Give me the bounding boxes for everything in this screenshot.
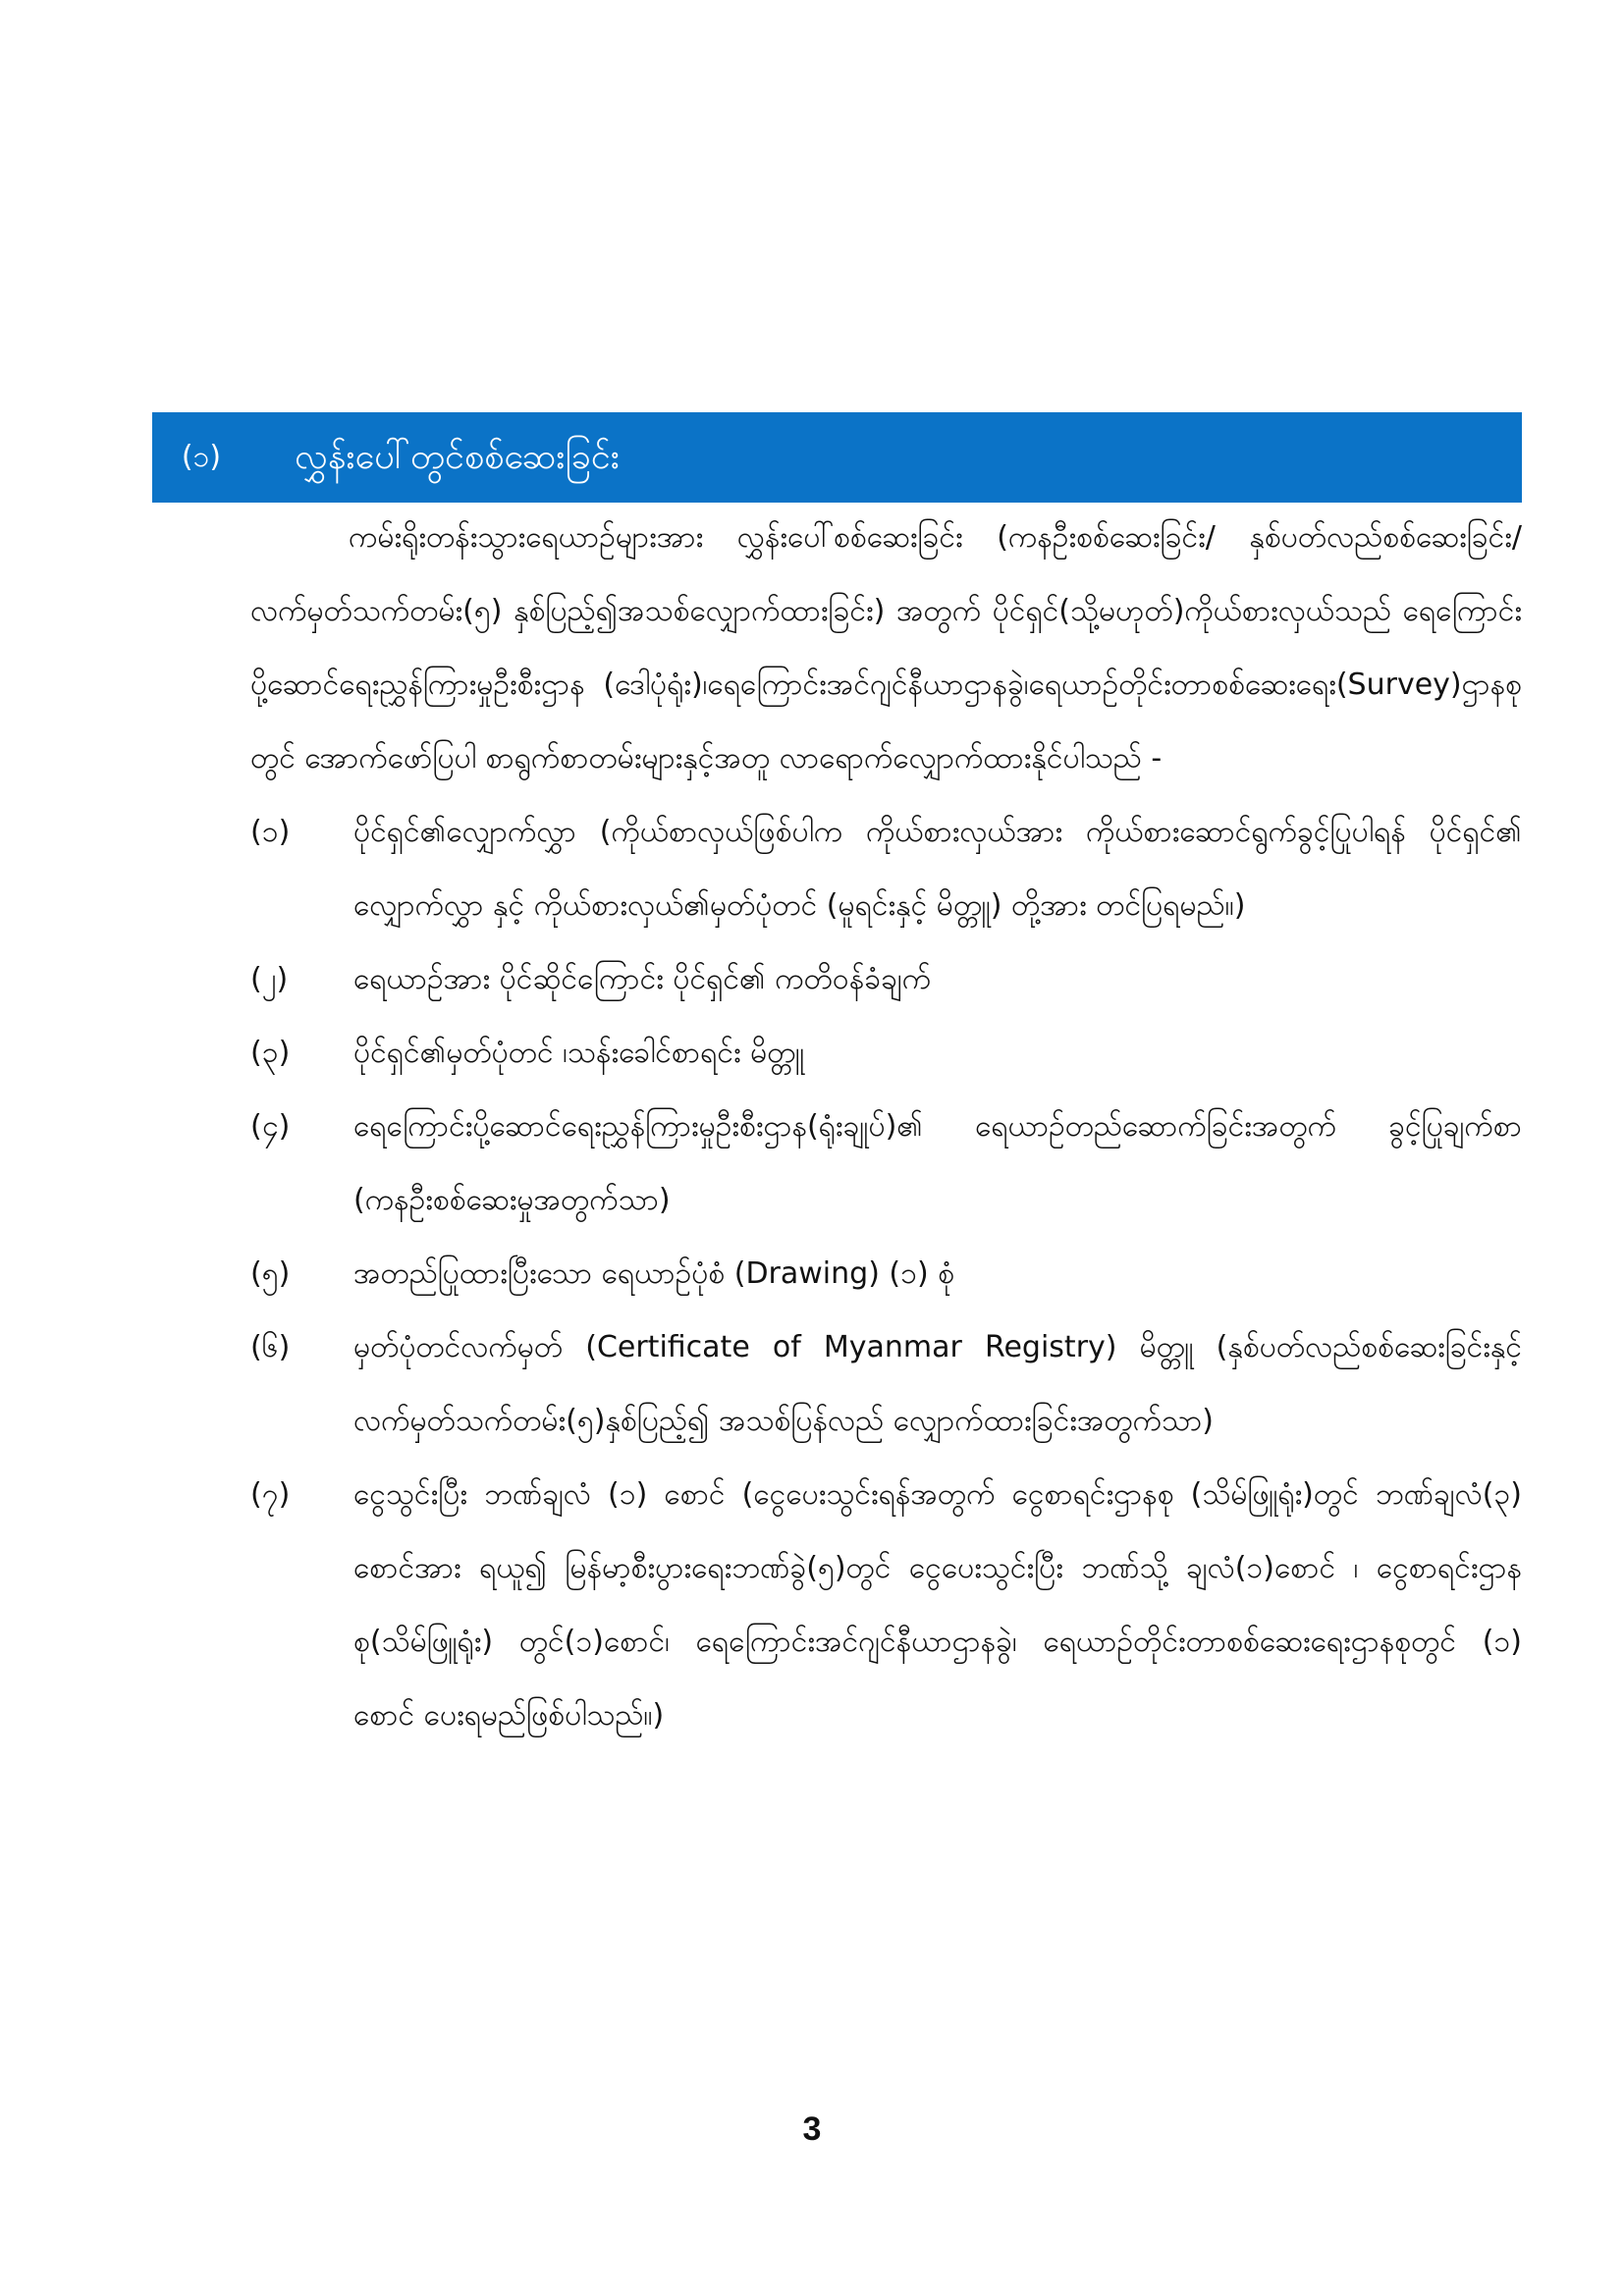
section-header [152,412,1522,503]
list-item-text: ပိုင်ရှင်၏မှတ်ပုံတင် ၊သန်းခေါင်စာရင်း မိတ္တူ [353,1036,805,1070]
document-body [250,501,1522,1752]
list-item-marker: (၇) [250,1477,291,1512]
list-item-marker: (၁) [250,815,291,849]
list-item-text: ရေယာဉ်အား ပိုင်ဆိုင်ကြောင်း ပိုင်ရှင်၏ ကတိဝန်ခံချက် [353,962,932,996]
list-item-marker: (၅) [250,1256,291,1291]
list-item-marker: (၃) [250,1036,291,1070]
list-item-marker: (၄) [250,1109,291,1144]
requirements-list [250,795,1522,1752]
list-item-text: ရေကြောင်းပို့ဆောင်ရေးညွှန်ကြားမှုဦးစီးဌာန(ရုံးချုပ်)၏ ရေယာဉ်တည်ဆောက်ခြင်းအတွက် ခွင့်ပြုချက်စာ (ကနဦးစစ်ဆေးမှုအတွက်သာ) [353,1109,1522,1217]
section-number: (၁) [181,440,222,474]
list-item-text: မှတ်ပုံတင်လက်မှတ် (Certificate of Myanmar Registry) မိတ္တူ (နှစ်ပတ်လည်စစ်ဆေးခြင်းနှင့် လက်မှတ်သက်တမ်း(၅)နှစ်ပြည့်၍ အသစ်ပြန်လည် လျှောက်ထားခြင်းအတွက်သာ) [353,1330,1522,1438]
list-item-text: အတည်ပြုထားပြီးသော ရေယာဉ်ပုံစံ (Drawing) (၁) စုံ [353,1256,955,1291]
list-item [250,1237,1522,1310]
list-item [250,1458,1522,1752]
list-item [250,1016,1522,1090]
list-item-text: ပိုင်ရှင်၏လျှောက်လွှာ (ကိုယ်စာလှယ်ဖြစ်ပါက ကိုယ်စားလှယ်အား ကိုယ်စားဆောင်ရွက်ခွင့်ပြုပါရန် ပိုင်ရှင်၏ လျှောက်လွှာ နှင့် ကိုယ်စားလှယ်၏မှတ်ပုံတင် (မူရင်းနှင့် မိတ္တူ) တို့အား တင်ပြရမည်။) [353,815,1522,923]
list-item [250,795,1522,942]
section-title: လွှန်းပေါ်တွင်စစ်ဆေးခြင်း [295,437,620,477]
list-item-text: ငွေသွင်းပြီး ဘဏ်ချလံ (၁) စောင် (ငွေပေးသွင်းရန်အတွက် ငွေစာရင်းဌာနစု (သိမ်ဖြူရုံး)တွင် ဘဏ်ချလံ(၃) စောင်အား ရယူ၍ မြန်မာ့စီးပွားရေးဘဏ်ခွဲ(၅)တွင် ငွေပေးသွင်းပြီး ဘဏ်သို့ ချလံ(၁)စောင် ၊ ငွေစာရင်းဌာနစု(သိမ်ဖြူရုံး) တွင်(၁)စောင်၊ ရေကြောင်းအင်ဂျင်နီယာဌာနခွဲ၊ ရေယာဉ်တိုင်းတာစစ်ဆေးရေးဌာနစုတွင် (၁) စောင် ပေးရမည်ဖြစ်ပါသည်။) [353,1477,1522,1733]
list-item [250,942,1522,1016]
list-item [250,1090,1522,1237]
intro-paragraph: ကမ်းရိုးတန်းသွားရေယာဉ်များအား လွှန်းပေါ်စစ်ဆေးခြင်း (ကနဦးစစ်ဆေးခြင်း/ နှစ်ပတ်လည်စစ်ဆေးခြင်း/ လက်မှတ်သက်တမ်း(၅) နှစ်ပြည့်၍အသစ်လျှောက်ထားခြင်း) အတွက် ပိုင်ရှင်(သို့မဟုတ်)ကိုယ်စားလှယ်သည် ရေကြောင်းပို့ဆောင်ရေးညွှန်ကြားမှုဦးစီးဌာန (ဒေါပုံရုံး)၊ရေကြောင်းအင်ဂျင်နီယာဌာနခွဲ၊ရေယာဉ်တိုင်းတာစစ်ဆေးရေး(Survey)ဌာနစုတွင် အောက်ဖော်ပြပါ စာရွက်စာတမ်းများနှင့်အတူ လာရောက်လျှောက်ထားနိုင်ပါသည် - [250,520,1522,775]
list-item-marker: (၂) [250,962,289,996]
list-item [250,1310,1522,1458]
list-item-marker: (၆) [250,1330,291,1364]
page-number: 3 [802,2110,822,2148]
